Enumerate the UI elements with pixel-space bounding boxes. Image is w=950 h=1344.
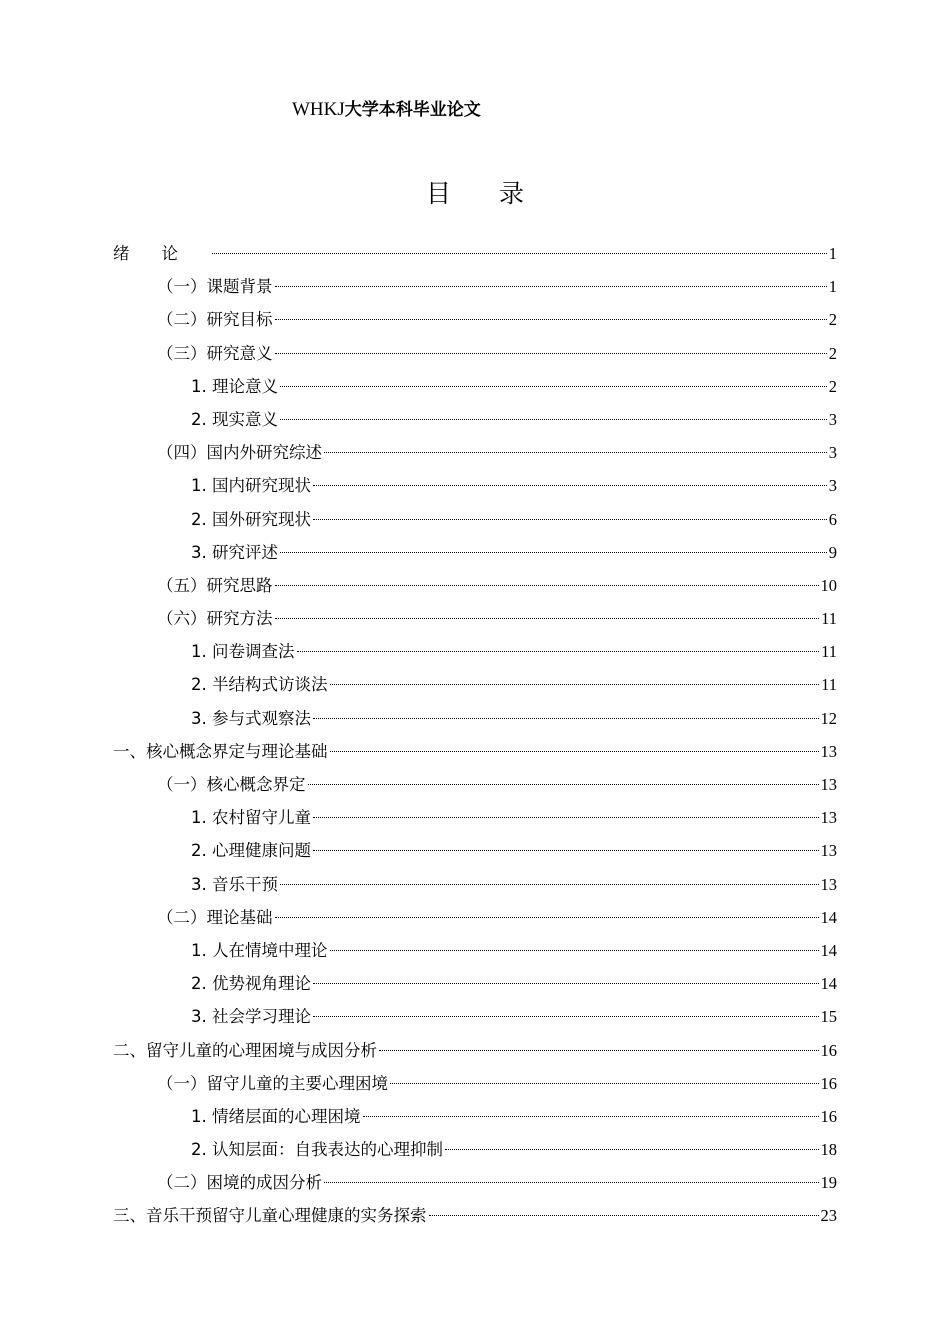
toc-entry[interactable]	[113, 834, 837, 867]
toc-entry[interactable]	[113, 1133, 837, 1166]
toc-entry-label: 1. 人在情境中理论	[191, 940, 328, 960]
toc-entry[interactable]	[113, 901, 837, 934]
toc-entry-label: 3. 研究评述	[191, 542, 278, 562]
header-brand: WHKJ	[292, 99, 345, 120]
toc-entry[interactable]	[113, 768, 837, 801]
toc-entry[interactable]	[113, 536, 837, 569]
toc-entry[interactable]	[113, 503, 837, 536]
dot-leader	[275, 353, 827, 354]
dot-leader	[280, 552, 827, 553]
toc-entry-label: （一）留守儿童的主要心理困境	[157, 1073, 388, 1093]
toc-entry-label: 1. 问卷调查法	[191, 642, 295, 662]
toc-entry[interactable]	[113, 370, 837, 403]
dot-leader	[324, 1182, 819, 1183]
toc-entry[interactable]	[113, 668, 837, 701]
toc-entry[interactable]	[113, 237, 837, 270]
toc-entry-page: 2	[828, 376, 837, 396]
toc-entry-label: 2. 国外研究现状	[191, 509, 311, 529]
dot-leader	[429, 1215, 819, 1216]
toc-entry[interactable]	[113, 270, 837, 303]
toc-entry-label: 二、留守儿童的心理困境与成因分析	[113, 1040, 377, 1060]
dot-leader	[275, 585, 819, 586]
toc-entry-label: 1. 情绪层面的心理困境	[191, 1106, 361, 1126]
toc-entry-page: 14	[820, 907, 837, 927]
toc-entry[interactable]	[113, 1034, 837, 1067]
toc-entry-label: 2. 现实意义	[191, 409, 278, 429]
toc-entry[interactable]	[113, 303, 837, 336]
toc-entry-page: 3	[828, 476, 837, 496]
dot-leader	[313, 817, 819, 818]
dot-leader	[308, 784, 819, 785]
toc-entry-page: 13	[820, 741, 837, 761]
toc-entry[interactable]	[113, 1166, 837, 1199]
toc-entry-label: （一）核心概念界定	[157, 775, 306, 794]
toc-entry-page: 13	[820, 874, 837, 894]
toc-entry-page: 11	[821, 609, 837, 629]
document-header	[292, 95, 481, 121]
toc-entry-page: 13	[820, 775, 837, 794]
toc-entry-label: 2. 心理健康问题	[191, 841, 311, 861]
toc-entry-label: 3. 社会学习理论	[191, 1007, 311, 1027]
dot-leader	[330, 950, 819, 951]
toc-entry-label: （二）理论基础	[157, 907, 273, 927]
toc-entry-label: 一、核心概念界定与理论基础	[113, 741, 328, 761]
toc-entry-page: 10	[820, 575, 837, 595]
toc-entry[interactable]	[113, 337, 837, 370]
dot-leader	[324, 452, 827, 453]
toc-entry-page: 14	[820, 974, 837, 994]
toc-entry-label: （二）困境的成因分析	[157, 1173, 322, 1193]
toc-entry[interactable]	[113, 702, 837, 735]
toc-entry-label: 三、音乐干预留守儿童心理健康的实务探索	[113, 1206, 427, 1226]
dot-leader	[280, 419, 827, 420]
toc-entry-label: 3. 音乐干预	[191, 874, 278, 894]
toc-entry[interactable]	[113, 436, 837, 469]
toc-entry[interactable]	[113, 934, 837, 967]
toc-entry-label: （五）研究思路	[157, 575, 273, 595]
toc-entry-label: （一）课题背景	[157, 277, 273, 297]
header-title: 大学本科毕业论文	[344, 100, 481, 120]
toc-entry[interactable]	[113, 403, 837, 436]
dot-leader	[313, 718, 819, 719]
toc-entry-page: 15	[820, 1007, 837, 1027]
toc-entry-page: 1	[828, 277, 837, 297]
toc-entry-page: 23	[820, 1206, 837, 1226]
toc-entry-label: 1. 理论意义	[191, 376, 278, 396]
toc-entry-label: 绪论	[113, 244, 210, 263]
toc-entry[interactable]	[113, 635, 837, 668]
toc-entry-label: （四）国内外研究综述	[157, 443, 322, 463]
dot-leader	[390, 1083, 819, 1084]
toc-entry-page: 2	[828, 343, 837, 363]
dot-leader	[212, 253, 827, 254]
toc-entry-page: 11	[821, 675, 837, 695]
toc-entry-page: 6	[828, 509, 837, 529]
dot-leader	[275, 319, 827, 320]
toc-entry-page: 1	[828, 244, 837, 263]
toc-entry[interactable]	[113, 602, 837, 635]
toc-entry-page: 13	[820, 841, 837, 861]
toc-entry-page: 16	[820, 1040, 837, 1060]
dot-leader	[280, 386, 827, 387]
toc-entry[interactable]	[113, 569, 837, 602]
dot-leader	[313, 519, 827, 520]
dot-leader	[275, 286, 827, 287]
dot-leader	[280, 884, 819, 885]
toc-entry-label: 1. 国内研究现状	[191, 476, 311, 496]
toc-entry-page: 18	[820, 1140, 837, 1160]
toc-entry-page: 13	[820, 808, 837, 828]
toc-entry[interactable]	[113, 469, 837, 502]
toc-entry-page: 16	[820, 1073, 837, 1093]
toc-entry-label: 2. 优势视角理论	[191, 974, 311, 994]
toc-entry-page: 3	[828, 409, 837, 429]
toc-entry-label: 3. 参与式观察法	[191, 708, 311, 728]
toc-entry-page: 3	[828, 443, 837, 463]
dot-leader	[297, 651, 820, 652]
toc-entry-label: （二）研究目标	[157, 310, 273, 330]
toc-entry[interactable]	[113, 1100, 837, 1133]
toc-entry-label: （六）研究方法	[157, 609, 273, 629]
dot-leader	[379, 1050, 819, 1051]
dot-leader	[275, 618, 820, 619]
toc-entry-label: 2. 半结构式访谈法	[191, 675, 328, 695]
toc-entry[interactable]	[113, 868, 837, 901]
toc-entry[interactable]	[113, 801, 837, 834]
toc-entry-page: 11	[821, 642, 837, 662]
dot-leader	[330, 751, 819, 752]
toc-entry-page: 19	[820, 1173, 837, 1193]
dot-leader	[313, 850, 819, 851]
toc-entry-label: 1. 农村留守儿童	[191, 808, 311, 828]
toc-entry[interactable]	[113, 967, 837, 1000]
toc-title: 目录	[425, 179, 572, 208]
toc-entry-page: 16	[820, 1106, 837, 1126]
toc-entry-page: 14	[820, 940, 837, 960]
dot-leader	[313, 485, 827, 486]
toc-entry[interactable]	[113, 1199, 837, 1232]
toc-entry[interactable]	[113, 735, 837, 768]
toc-entry-page: 9	[828, 542, 837, 562]
dot-leader	[363, 1116, 819, 1117]
toc-entry-page: 12	[820, 708, 837, 728]
dot-leader	[330, 684, 820, 685]
dot-leader	[313, 983, 819, 984]
toc-entry-label: （三）研究意义	[157, 343, 273, 363]
toc-entry-label: 2. 认知层面：自我表达的心理抑制	[191, 1140, 443, 1160]
toc-entry[interactable]	[113, 1000, 837, 1033]
dot-leader	[275, 917, 819, 918]
table-of-contents	[113, 237, 837, 1233]
dot-leader	[313, 1016, 819, 1017]
toc-entry-page: 2	[828, 310, 837, 330]
toc-entry[interactable]	[113, 1067, 837, 1100]
dot-leader	[445, 1149, 819, 1150]
